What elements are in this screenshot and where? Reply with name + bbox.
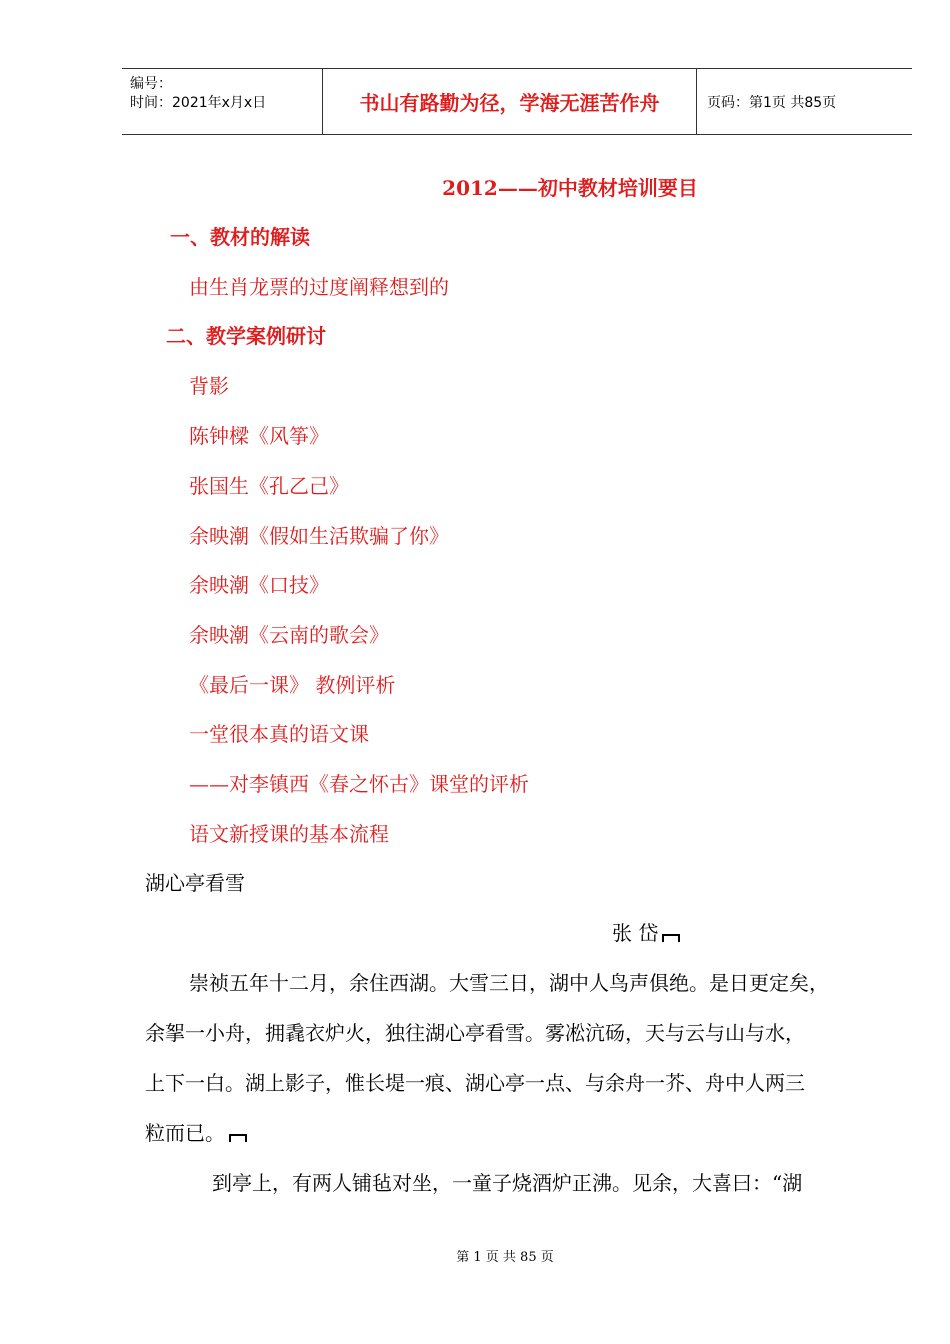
list-item: 余映潮《口技》 [189, 573, 329, 597]
list-item: 陈钟樑《风筝》 [189, 424, 329, 448]
article-line-3: 上下一白。湖上影子，惟长堤一痕、湖心亭一点、与余舟一芥、舟中人两三 [145, 1071, 805, 1095]
article-title: 湖心亭看雪 [145, 871, 245, 895]
list-item: 背影 [189, 374, 229, 398]
time-label: 时间：2021年x月x日 [130, 95, 267, 111]
footnote-mark-icon [662, 934, 680, 942]
footnote-mark-icon [229, 1134, 247, 1142]
header-motto: 书山有路勤为径，学海无涯苦作舟 [323, 69, 697, 134]
page-header [122, 68, 912, 135]
section-heading-2: 二、教学案例研讨 [166, 324, 326, 348]
list-item: 余映潮《云南的歌会》 [189, 623, 389, 647]
header-page-info: 页码：第1页 共85页 [707, 94, 837, 111]
article-line-2: 余挐一小舟，拥毳衣炉火，独往湖心亭看雪。雾凇沆砀，天与云与山与水， [145, 1021, 805, 1045]
page-footer: 第 1 页 共 85 页 [456, 1250, 554, 1265]
list-item: 语文新授课的基本流程 [189, 822, 389, 846]
list-item: 由生肖龙票的过度阐释想到的 [189, 275, 449, 299]
list-item: 余映潮《假如生活欺骗了你》 [189, 524, 449, 548]
section-heading-1: 一、教材的解读 [170, 225, 310, 249]
list-item: 《最后一课》 教例评析 [189, 673, 396, 697]
article-line-1: 崇祯五年十二月，余住西湖。大雪三日，湖中人鸟声俱绝。是日更定矣， [189, 971, 829, 995]
article-line-5: 到亭上，有两人铺毡对坐，一童子烧酒炉正沸。见余，大喜曰：“湖 [212, 1171, 803, 1195]
list-item: 张国生《孔乙己》 [189, 474, 349, 498]
document-title: 2012——初中教材培训要目 [442, 176, 698, 200]
list-item: ——对李镇西《春之怀古》课堂的评析 [189, 772, 529, 796]
header-meta [122, 69, 323, 134]
article-line-4: 粒而已。 [145, 1117, 247, 1146]
article-author: 张 岱 [612, 917, 680, 946]
serial-label: 编号： [130, 76, 172, 92]
list-item: 一堂很本真的语文课 [189, 722, 369, 746]
